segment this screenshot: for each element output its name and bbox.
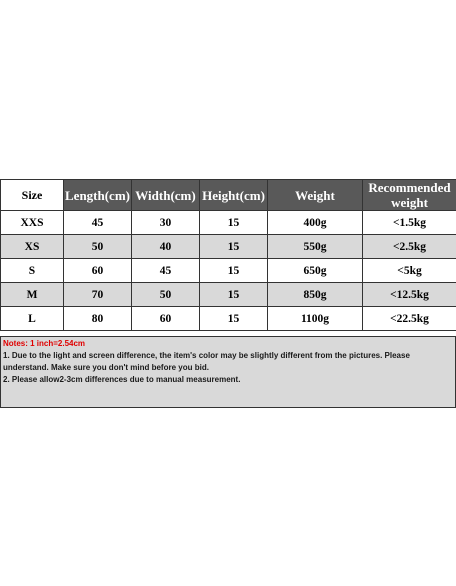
cell-weight: 1100g [268,307,363,331]
cell-height: 15 [200,307,268,331]
cell-width: 40 [132,235,200,259]
size-table [0,179,456,331]
table-header-row [1,180,456,211]
cell-weight: 850g [268,283,363,307]
notes-line-measurement: 2. Please allow2-3cm differences due to manual measurement. [3,375,241,384]
size-chart [0,179,456,408]
cell-length: 60 [64,259,132,283]
table-row [1,259,456,283]
cell-size: XXS [1,211,64,235]
table-row [1,307,456,331]
header-width: Width(cm) [132,180,200,211]
cell-width: 45 [132,259,200,283]
cell-size: L [1,307,64,331]
cell-height: 15 [200,211,268,235]
cell-length: 80 [64,307,132,331]
header-recommended-weight: Recommended weight [363,180,456,211]
cell-recommended: <5kg [363,259,456,283]
notes-title: Notes: 1 inch=2.54cm [3,339,86,348]
cell-width: 60 [132,307,200,331]
cell-length: 50 [64,235,132,259]
header-size: Size [1,180,64,211]
cell-recommended: <22.5kg [363,307,456,331]
cell-recommended: <1.5kg [363,211,456,235]
cell-width: 30 [132,211,200,235]
cell-length: 70 [64,283,132,307]
cell-recommended: <2.5kg [363,235,456,259]
cell-size: XS [1,235,64,259]
table-row [1,211,456,235]
table-row [1,283,456,307]
table-row [1,235,456,259]
cell-width: 50 [132,283,200,307]
header-height: Height(cm) [200,180,268,211]
cell-height: 15 [200,283,268,307]
cell-size: S [1,259,64,283]
cell-height: 15 [200,259,268,283]
header-weight: Weight [268,180,363,211]
cell-weight: 550g [268,235,363,259]
notes-box [0,336,456,408]
cell-weight: 400g [268,211,363,235]
cell-length: 45 [64,211,132,235]
notes-line-color: 1. Due to the light and screen difference, the item's color may be slightly different from the pictures. Please understand. Make sure you don't mind before you bid. [3,351,410,372]
cell-height: 15 [200,235,268,259]
header-length: Length(cm) [64,180,132,211]
cell-size: M [1,283,64,307]
cell-weight: 650g [268,259,363,283]
cell-recommended: <12.5kg [363,283,456,307]
